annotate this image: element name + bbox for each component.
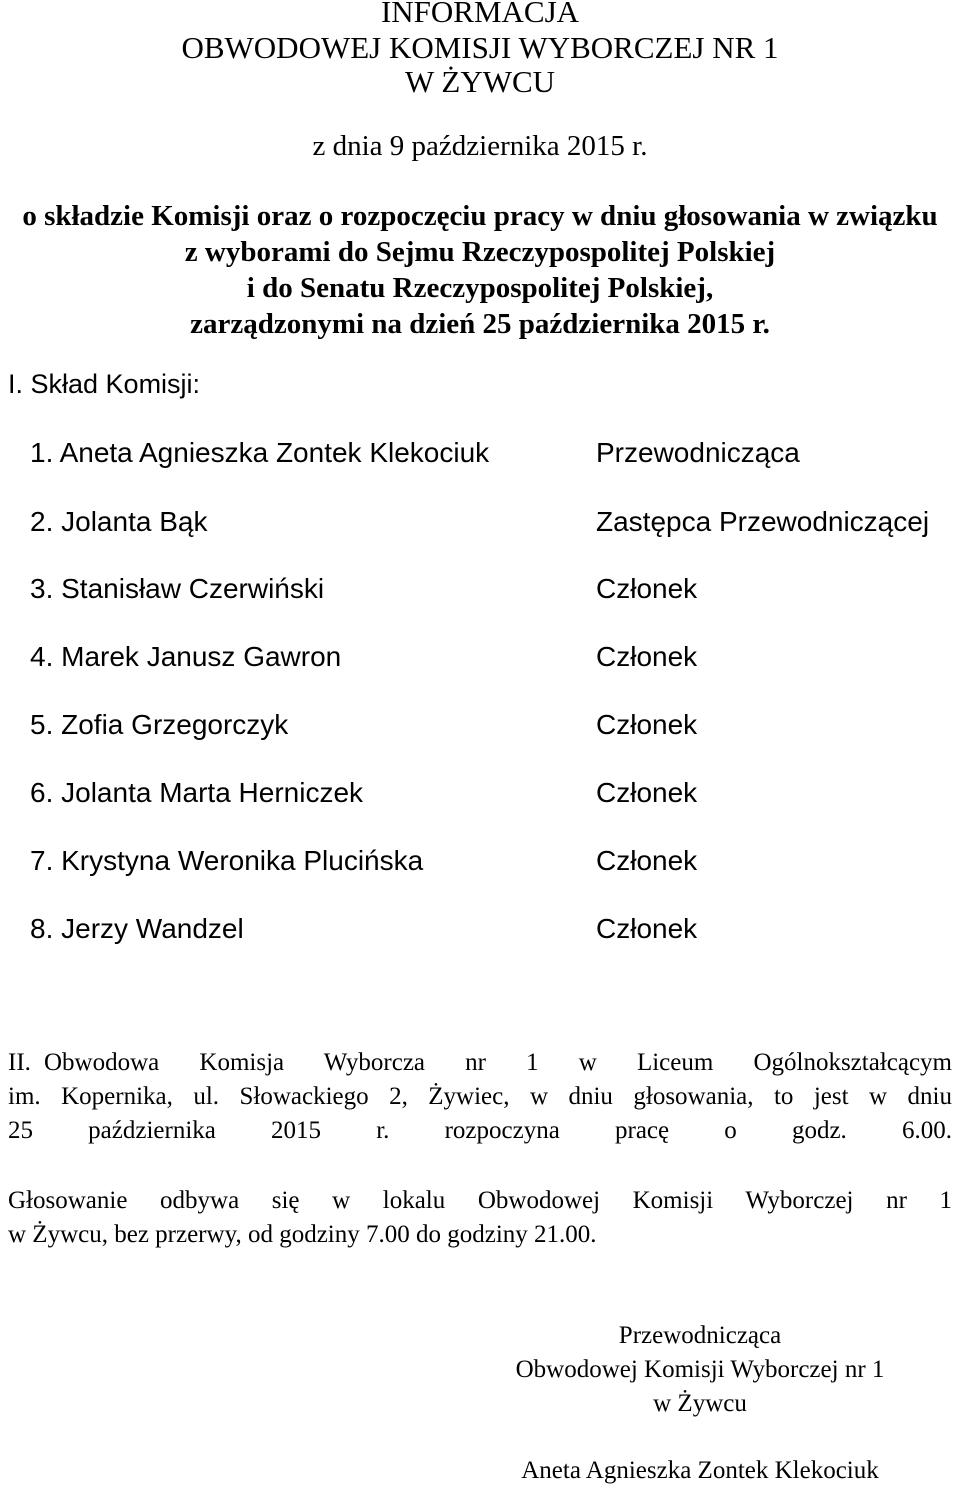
section2-line-1: Obwodowa Komisja Wyborcza nr 1 w Liceum Ogólnokształcącym: [44, 1049, 952, 1076]
subject-line-2: z wyborami do Sejmu Rzeczypospolitej Polskiej: [184, 236, 776, 268]
member-name: 7. Krystyna Weronika Plucińska: [30, 845, 424, 876]
signature-name: Aneta Agnieszka Zontek Klekociuk: [521, 1457, 879, 1484]
member-name: 8. Jerzy Wandzel: [30, 913, 244, 944]
signature-line-3: w Żywcu: [653, 1390, 747, 1417]
member-role: Członek: [596, 641, 698, 672]
member-name: 2. Jolanta Bąk: [30, 506, 208, 537]
voting-line-1: Głosowanie odbywa się w lokalu Obwodowej Komisji Wyborczej nr 1: [8, 1187, 952, 1214]
signature-title: Przewodnicząca: [618, 1322, 782, 1349]
subject-line-1: o składzie Komisji oraz o rozpoczęciu pracy w dniu głosowania w związku: [22, 200, 938, 232]
section2-line-2: im. Kopernika, ul. Słowackiego 2, Żywiec, w dniu głosowania, to jest w dniu: [8, 1083, 952, 1110]
member-role: Członek: [596, 845, 698, 876]
section-marker-2: II.: [8, 1049, 31, 1076]
voting-line-2: w Żywcu, bez przerwy, od godziny 7.00 do godziny 21.00.: [8, 1221, 597, 1248]
title-line-1: INFORMACJA: [380, 0, 580, 29]
date-line: z dnia 9 października 2015 r.: [312, 130, 648, 162]
voting-paragraph: [8, 1184, 952, 1252]
title-line-2: OBWODOWEJ KOMISJI WYBORCZEJ NR 1: [181, 30, 779, 65]
section2-line-3: 25 października 2015 r. rozpoczyna pracę o godz. 6.00.: [8, 1117, 952, 1144]
member-role: Członek: [596, 913, 698, 944]
subject-line-3: i do Senatu Rzeczypospolitej Polskiej,: [246, 272, 714, 304]
member-name: 6. Jolanta Marta Herniczek: [30, 777, 364, 808]
member-name: 4. Marek Janusz Gawron: [30, 641, 342, 672]
signature-line-2: Obwodowej Komisji Wyborczej nr 1: [515, 1356, 885, 1383]
section2-line1-box: [44, 1046, 952, 1080]
member-role: Członek: [596, 573, 698, 604]
member-role: Przewodnicząca: [596, 437, 800, 468]
member-role: Członek: [596, 709, 698, 740]
title-line-3: W ŻYWCU: [404, 64, 556, 99]
member-role: Członek: [596, 777, 698, 808]
subject-line-4: zarządzonymi na dzień 25 października 2015 r.: [190, 308, 770, 340]
section2-paragraph: [8, 1080, 952, 1148]
member-name: 5. Zofia Grzegorczyk: [30, 709, 289, 740]
section-heading-1: I. Skład Komisji:: [8, 369, 201, 399]
member-role: Zastępca Przewodniczącej: [596, 506, 930, 537]
member-name: 3. Stanisław Czerwiński: [30, 573, 325, 604]
member-name: 1. Aneta Agnieszka Zontek Klekociuk: [30, 437, 490, 468]
